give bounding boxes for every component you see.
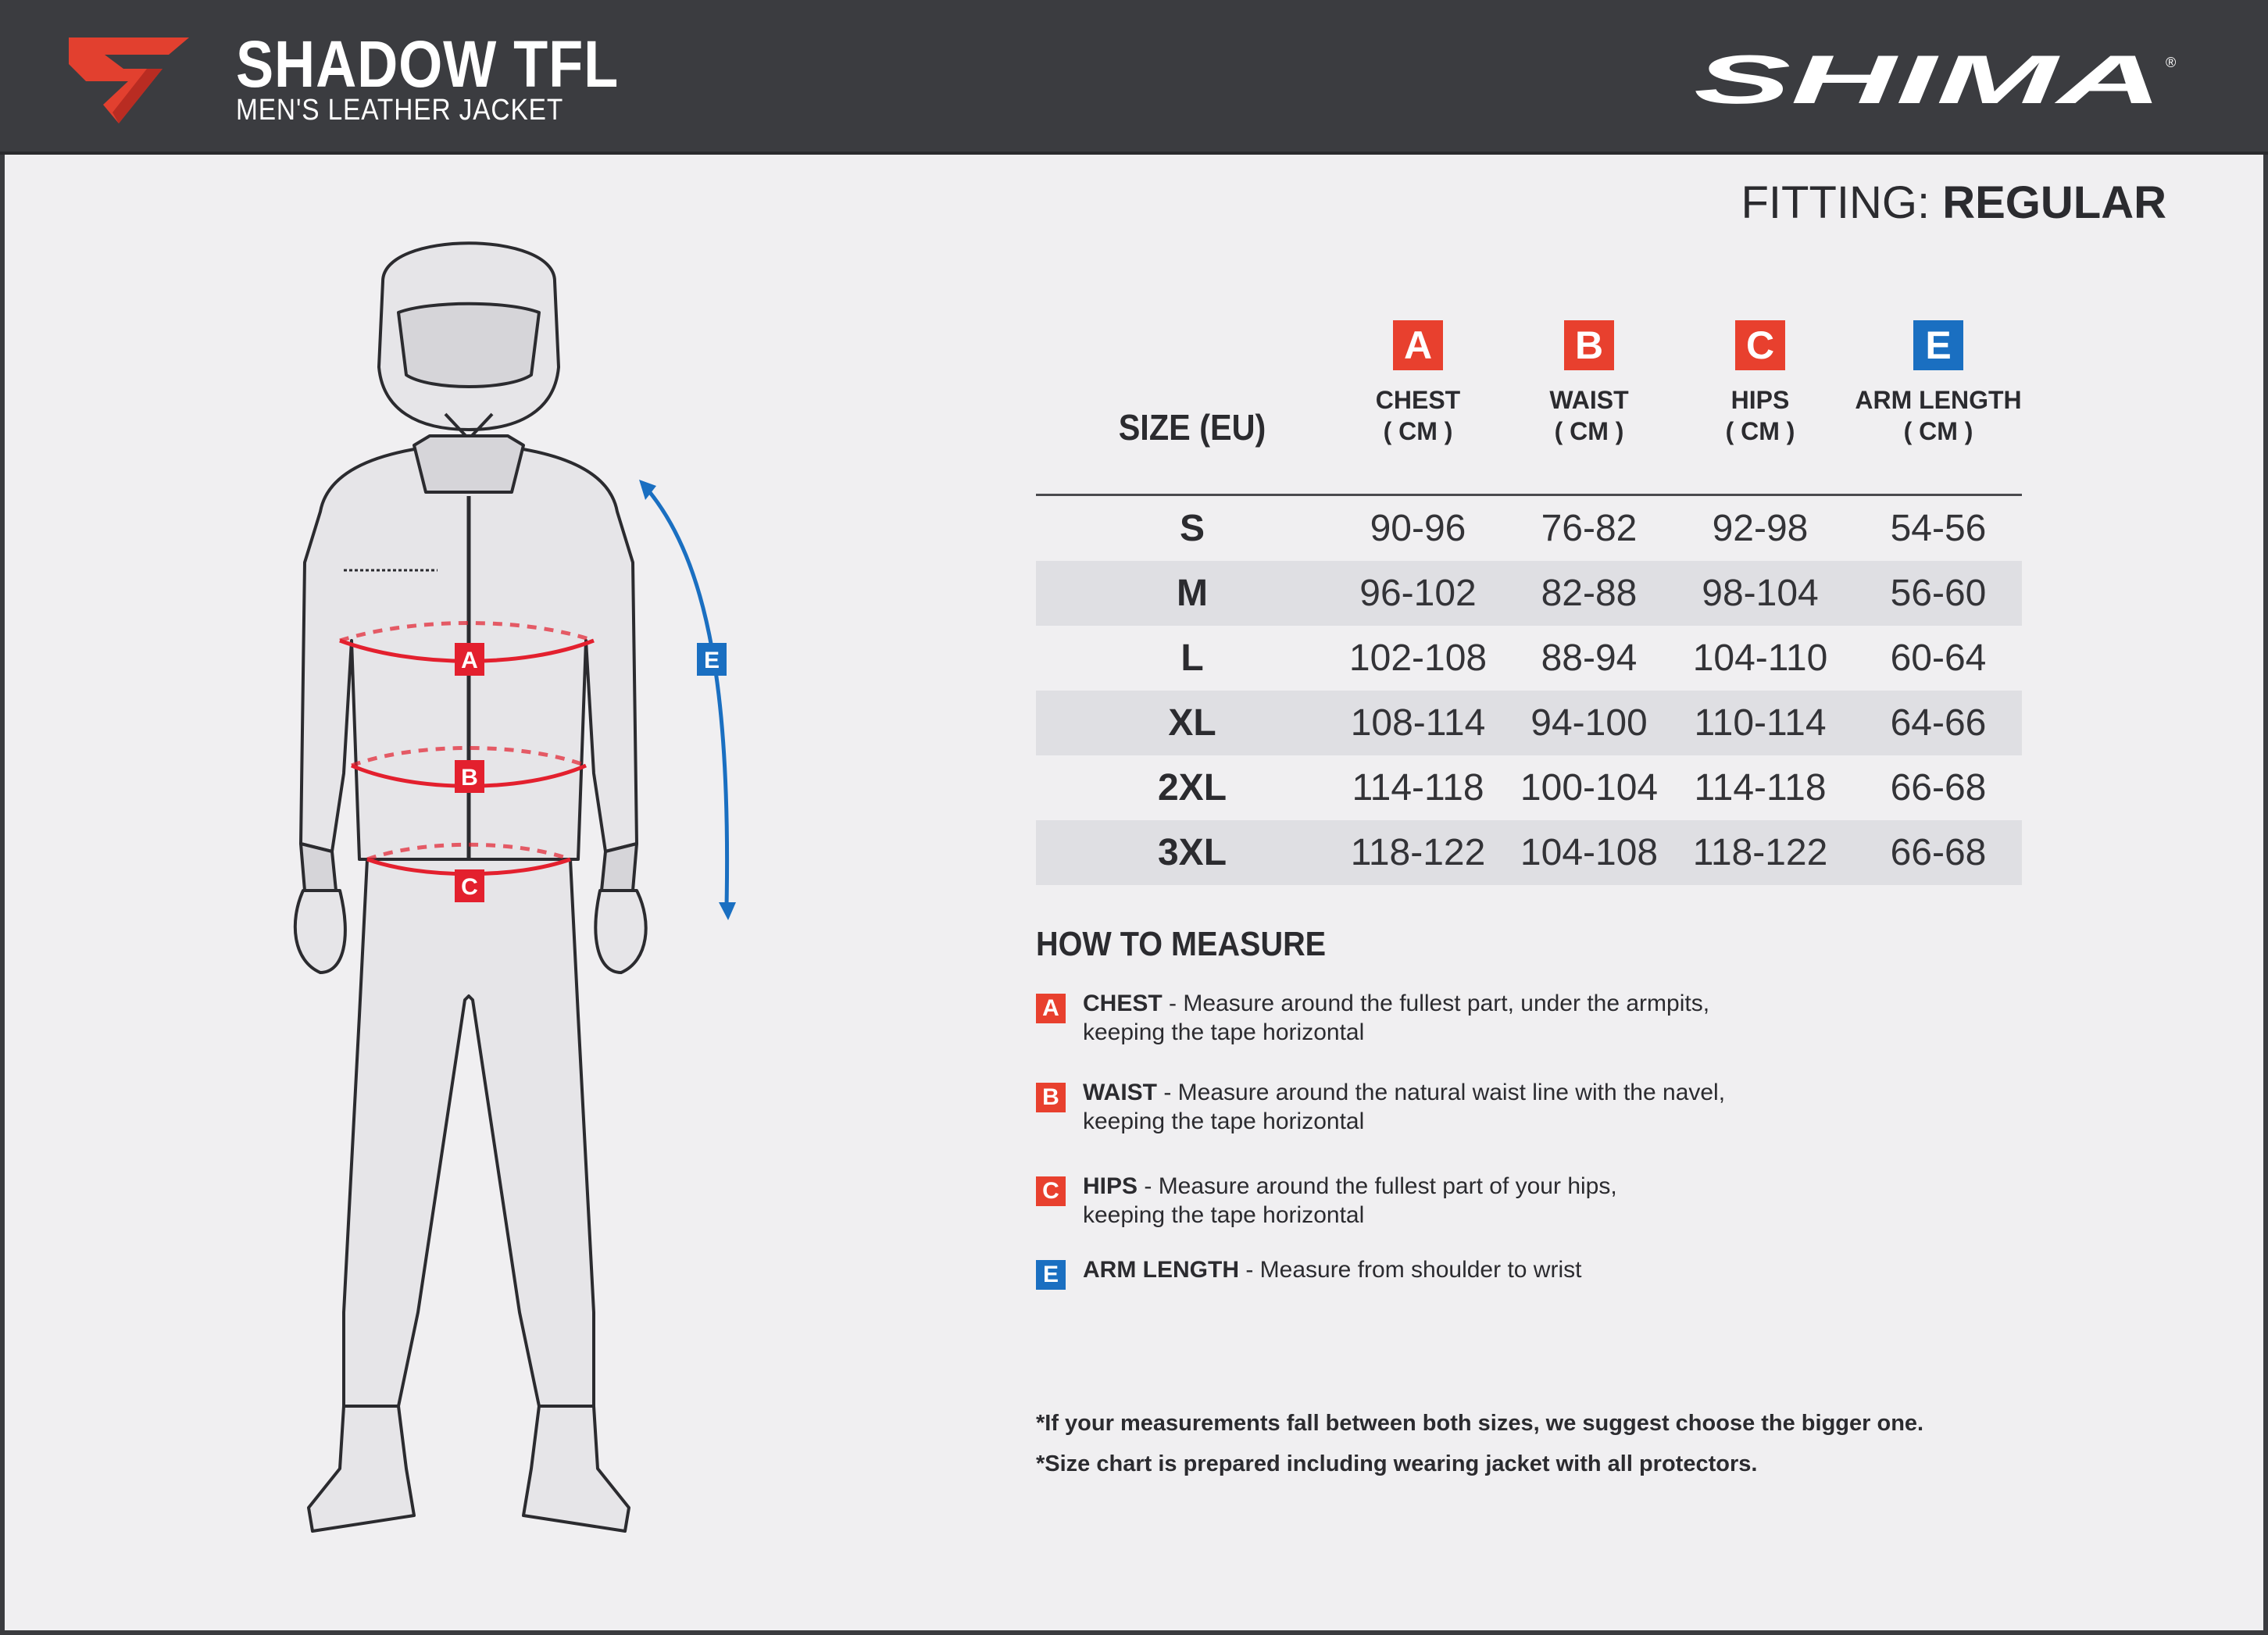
value-cell: 64-66: [1890, 702, 1987, 744]
value-cell: 96-102: [1359, 573, 1477, 614]
measure-badge-e: E: [1036, 1260, 1066, 1290]
badge-b: B: [1564, 320, 1614, 370]
fitting-label: [1741, 177, 2166, 229]
value-cell: 114-118: [1352, 767, 1484, 809]
value-cell: 114-118: [1694, 767, 1827, 809]
value-cell: 88-94: [1541, 637, 1638, 679]
rider-figure-illustration: [211, 234, 758, 1547]
badge-e: E: [1913, 320, 1963, 370]
fitting-prefix: FITTING:: [1741, 177, 1943, 228]
figure-label-e: E: [703, 648, 720, 673]
header-bar: [0, 0, 2268, 155]
figure-label-c: C: [461, 874, 478, 900]
measure-text: [1083, 1172, 1617, 1230]
measure-term: CHEST: [1083, 991, 1163, 1016]
value-cell: 60-64: [1890, 637, 1987, 679]
value-cell: 98-104: [1702, 573, 1819, 614]
measure-term: ARM LENGTH: [1083, 1257, 1239, 1283]
measure-badge-a: A: [1036, 994, 1066, 1023]
size-cell: 2XL: [1157, 767, 1227, 809]
measure-text: [1083, 1078, 1725, 1136]
table-row: [1036, 496, 2022, 561]
value-cell: 108-114: [1350, 702, 1486, 744]
column-header-hips: [1674, 320, 1846, 447]
value-cell: 102-108: [1348, 637, 1488, 679]
value-cell: 54-56: [1890, 508, 1987, 549]
measure-description: - Measure around the fullest part of your hips,: [1138, 1173, 1617, 1199]
figure-label-b: B: [461, 765, 478, 791]
value-cell: 56-60: [1890, 573, 1987, 614]
column-name-chest: CHEST: [1375, 386, 1461, 414]
measure-text: [1083, 989, 1709, 1047]
svg-text:SHIMA: SHIMA: [1694, 50, 2163, 109]
size-cell: 3XL: [1157, 832, 1227, 873]
table-row: [1036, 820, 2022, 885]
svg-text:®: ®: [2166, 55, 2177, 70]
footnote-protectors: *Size chart is prepared including wearing jacket with all protectors.: [1036, 1451, 1758, 1476]
column-unit: ( CM ): [1554, 417, 1624, 445]
table-row: [1036, 755, 2022, 820]
size-table-header: [1036, 320, 2022, 496]
table-row: [1036, 561, 2022, 626]
measure-description-cont: keeping the tape horizontal: [1083, 1108, 1365, 1134]
measure-description: - Measure around the fullest part, under the armpits,: [1162, 991, 1710, 1016]
value-cell: 118-122: [1350, 832, 1486, 873]
shima-logo-icon: [69, 37, 189, 123]
column-header-arm-length: [1852, 320, 2024, 447]
shima-wordmark: [1694, 50, 2183, 109]
value-cell: 104-108: [1520, 832, 1659, 873]
measure-description: - Measure from shoulder to wrist: [1238, 1257, 1582, 1283]
size-table: [1036, 320, 2022, 885]
fitting-value: REGULAR: [1942, 177, 2166, 228]
value-cell: 76-82: [1541, 508, 1638, 549]
value-cell: 66-68: [1890, 767, 1987, 809]
column-unit: ( CM ): [1383, 417, 1453, 445]
table-row: [1036, 626, 2022, 691]
measure-term: WAIST: [1083, 1080, 1157, 1105]
badge-c: C: [1735, 320, 1785, 370]
table-row: [1036, 691, 2022, 755]
value-cell: 94-100: [1530, 702, 1648, 744]
measure-text: [1083, 1255, 1581, 1284]
value-cell: 110-114: [1694, 702, 1827, 744]
value-cell: 118-122: [1692, 832, 1828, 873]
value-cell: 100-104: [1520, 767, 1659, 809]
measure-term: HIPS: [1083, 1173, 1138, 1199]
size-cell: XL: [1168, 702, 1216, 744]
value-cell: 66-68: [1890, 832, 1987, 873]
badge-a: A: [1393, 320, 1443, 370]
footnote-sizes: *If your measurements fall between both sizes, we suggest choose the bigger one.: [1036, 1411, 1924, 1436]
measure-description-cont: keeping the tape horizontal: [1083, 1202, 1365, 1228]
column-unit: ( CM ): [1903, 417, 1973, 445]
column-unit: ( CM ): [1725, 417, 1795, 445]
figure-label-a: A: [461, 648, 478, 673]
product-subtitle: MEN'S LEATHER JACKET: [236, 94, 564, 127]
value-cell: 92-98: [1712, 508, 1809, 549]
value-cell: 104-110: [1692, 637, 1828, 679]
column-name-arm-length: ARM LENGTH: [1855, 386, 2022, 414]
size-cell: L: [1180, 637, 1204, 679]
measure-badge-b: B: [1036, 1083, 1066, 1112]
how-to-measure-title: HOW TO MEASURE: [1036, 925, 1327, 963]
column-header-waist: [1503, 320, 1675, 447]
column-name-waist: WAIST: [1549, 386, 1629, 414]
measure-badge-c: C: [1036, 1176, 1066, 1206]
size-column-header: SIZE (EU): [1118, 407, 1266, 448]
measure-description-cont: keeping the tape horizontal: [1083, 1019, 1365, 1045]
size-cell: M: [1177, 573, 1208, 614]
column-name-hips: HIPS: [1730, 386, 1790, 414]
value-cell: 82-88: [1541, 573, 1638, 614]
product-title: SHADOW TFL: [236, 27, 620, 101]
measure-description: - Measure around the natural waist line with the navel,: [1157, 1080, 1726, 1105]
size-cell: S: [1179, 508, 1205, 549]
value-cell: 90-96: [1370, 508, 1466, 549]
column-header-chest: [1332, 320, 1504, 447]
